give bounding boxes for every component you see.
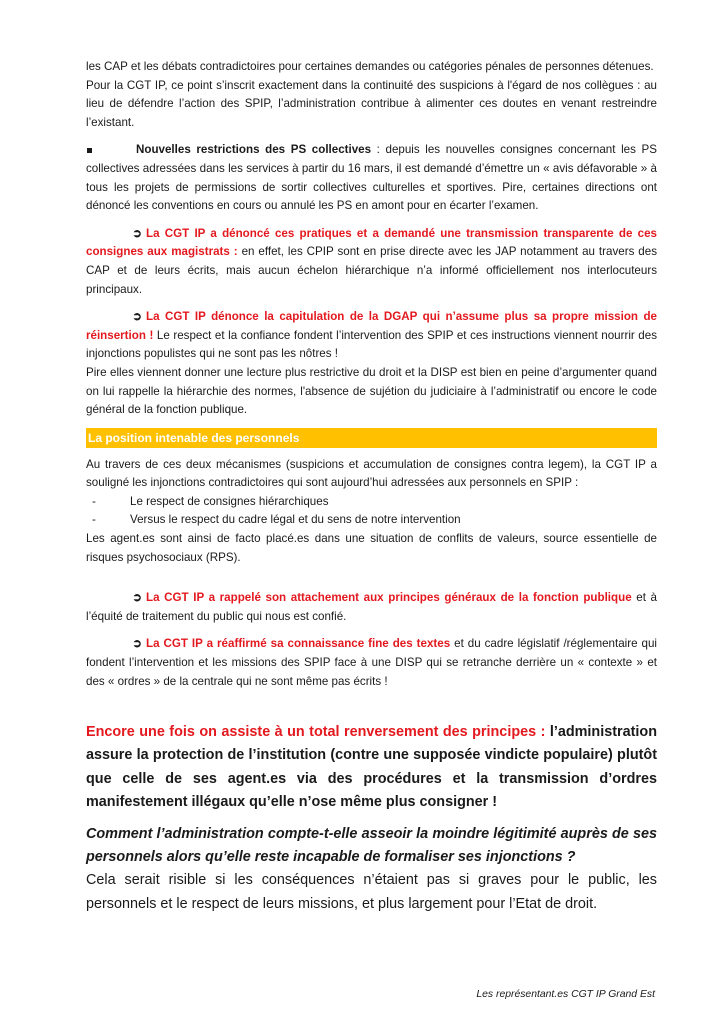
document-page [86, 58, 657, 916]
point-4-text: et du cadre législatif /réglementaire qui fondent l’intervention et les missions des SPIP face à une DISP qui se retranche derrière un « contexte » et des « ordres » de la centrale qui ne sont même pas écrits ! [86, 637, 657, 688]
point-2 [86, 308, 657, 364]
bullet-ps-collectives [86, 141, 657, 215]
point-1-highlight: La CGT IP a dénoncé ces pratiques et a demandé une transmission transparente de ces consignes aux magistrats : [86, 226, 657, 259]
arrow-right-icon: ➲ [132, 226, 142, 240]
point-2-highlight: La CGT IP dénonce la capitulation de la DGAP qui n’assume plus sa propre mission de réinsertion ! [86, 310, 657, 342]
point-3-highlight: La CGT IP a rappelé son attachement aux principes généraux de la fonction publique [146, 591, 632, 605]
arrow-right-icon: ➲ [132, 591, 142, 605]
intro-paragraph-2: Pour la CGT IP, ce point s’inscrit exactement dans la continuité des suspicions à l'égard de nos collègues : au lieu de défendre l’action des SPIP, l’administration contribue à alimenter ces doutes en venant restreindre l’existant. [86, 78, 657, 129]
conclusion-text: l’administration assure la protection de l’institution (contre une supposée vindicte populaire) plutôt que celle de ses agent.es via des procédures et la transmission d’ordres manifestement illégaux qu’elle n’ose même plus consigner ! [86, 724, 657, 810]
dash-bullet: - [92, 494, 96, 508]
footer-signature: Les représentant.es CGT IP Grand Est [476, 989, 655, 1000]
section-conclusion: Les agent.es sont ainsi de facto placé.es dans une situation de conflits de valeurs, source essentielle de risques psychosociaux (RPS). [86, 532, 657, 564]
point-2-continuation: Pire elles viennent donner une lecture plus restrictive du droit et la DISP est bien en peine d’argumenter quand on lui rappelle la hiérarchie des normes, l'absence de sujétion du judiciaire à l’administratif ou encore le code général de la fonction publique. [86, 365, 657, 417]
intro-paragraph-1: les CAP et les débats contradictoires pour certaines demandes ou catégories pénales de personnes détenues. [86, 60, 654, 73]
point-4-highlight: La CGT IP a réaffirmé sa connaissance fine des textes [146, 637, 451, 651]
point-1 [86, 225, 657, 299]
list-item-text: Le respect de consignes hiérarchiques [130, 494, 329, 508]
point-3 [86, 589, 657, 626]
conclusion-highlight: Encore une fois on assiste à un total renversement des principes : [86, 724, 546, 741]
section-heading: La position intenable des personnels [86, 428, 657, 448]
arrow-right-icon: ➲ [132, 637, 142, 651]
bullet-ps-text: : depuis les nouvelles consignes concernant les PS collectives adressées dans les services à partir du 16 mars, il est demandé d’émettre un « avis défavorable » à tous les projets de permissions de sortir collectives culturelles et sportives. Pire, certaines directions ont dénoncé les conventions en cours ou annulé les PS en amont pour en écarter l’examen. [86, 143, 657, 213]
section-intro: Au travers de ces deux mécanismes (suspicions et accumulation de consignes contra legem), la CGT IP a souligné les injonctions contradictoires qui sont aujourd’hui adressées aux personnels en SPIP : [86, 457, 657, 490]
conclusion-question: Comment l’administration compte-t-elle asseoir la moindre légitimité auprès de ses personnels alors qu’elle reste incapable de formaliser ses injonctions ? [86, 826, 657, 866]
conclusion-statement [86, 721, 657, 814]
list-item [86, 493, 657, 512]
dash-bullet: - [92, 513, 96, 527]
point-2-text: Le respect et la confiance fondent l’intervention des SPIP et ces instructions viennent nourrir des injonctions populistes qui ne sont pas les nôtres ! [86, 328, 658, 361]
conclusion-closing: Cela serait risible si les conséquences n’étaient pas si graves pour le public, les personnels et le respect de leurs missions, et plus largement pour l’Etat de droit. [86, 872, 657, 912]
list-item [86, 511, 657, 530]
square-bullet-icon [86, 141, 136, 160]
bullet-ps-title: Nouvelles restrictions des PS collectives [136, 143, 372, 157]
arrow-right-icon: ➲ [132, 310, 142, 324]
list-item-text: Versus le respect du cadre légal et du sens de notre intervention [130, 513, 461, 527]
point-3-text: et à l’équité de traitement du public qui nous est confié. [86, 591, 657, 623]
point-4 [86, 635, 657, 691]
point-1-text: en effet, les CPIP sont en prise directe avec les JAP notamment au travers des CAP et de leurs écrits, mais aucun échelon hiérarchique n’a informé officiellement nos interlocuteurs principaux. [86, 245, 657, 296]
